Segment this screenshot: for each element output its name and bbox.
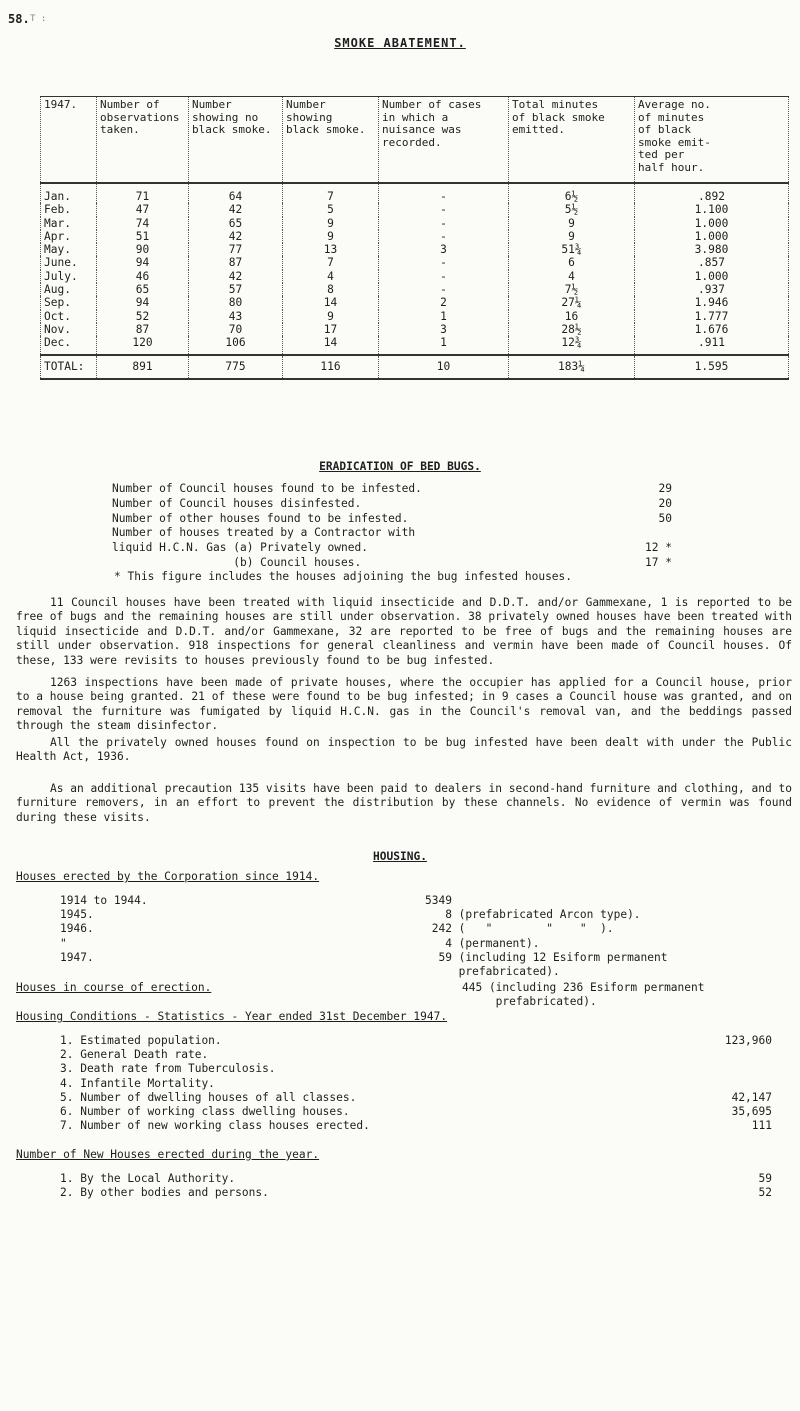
value-cell: 77 — [189, 243, 283, 256]
month-cell: Nov. — [41, 323, 97, 336]
value-cell: 1.676 — [635, 323, 789, 336]
value-cell: .911 — [635, 336, 789, 354]
table-row — [41, 230, 789, 243]
in-course-line: 445 (including 236 Esiform permanent — [462, 981, 705, 994]
erected-counts — [425, 894, 667, 979]
condition-row-value: 42,147 — [731, 1090, 772, 1104]
column-header: Number showing no black smoke. — [189, 97, 283, 184]
column-header: Number showing black smoke. — [283, 97, 379, 184]
value-cell: 6½ — [509, 183, 635, 203]
table-row — [41, 323, 789, 336]
new-house-row-value: 59 — [758, 1172, 772, 1185]
month-cell: July. — [41, 270, 97, 283]
table-row — [41, 283, 789, 296]
value-cell: 9 — [283, 230, 379, 243]
total-cell: 891 — [97, 355, 189, 379]
condition-row-label: 5. Number of dwelling houses of all classes. — [60, 1090, 357, 1104]
value-cell: 17 — [283, 323, 379, 336]
smoke-table — [40, 96, 789, 380]
value-cell: 42 — [189, 203, 283, 216]
value-cell: 52 — [97, 310, 189, 323]
value-cell: 5½ — [509, 203, 635, 216]
table-row — [41, 256, 789, 269]
summary-value: 17 * — [645, 555, 672, 569]
bedbugs-paragraph-1: 11 Council houses have been treated with liquid insecticide and D.D.T. and/or Gammexane, 1 is reported to be free of bugs and the remaining houses are still under observation. 38 privately owned houses have been treated with liquid insecticide and D.D.T. and/or Gammexane, 32 are reported to be free of bugs and the remaining houses are still under observation. 918 inspections for general cleanliness and vermin have been made of Council houses. Of these, 133 were revisits to houses previously found to be bug infested. — [16, 596, 792, 667]
condition-row — [60, 1062, 772, 1076]
conditions-heading: Housing Conditions - Statistics - Year ended 31st December 1947. — [16, 1010, 448, 1023]
conditions-list — [60, 1034, 772, 1133]
value-cell: 14 — [283, 296, 379, 309]
table-row — [41, 336, 789, 354]
new-house-row — [60, 1172, 772, 1186]
value-cell: 7 — [283, 256, 379, 269]
table-row — [41, 270, 789, 283]
month-cell: Apr. — [41, 230, 97, 243]
summary-label: Number of other houses found to be infested. — [112, 511, 409, 525]
summary-label: (b) Council houses. — [112, 555, 362, 569]
value-cell: 1.946 — [635, 296, 789, 309]
value-cell: 3.980 — [635, 243, 789, 256]
value-cell: 42 — [189, 230, 283, 243]
summary-label: Number of Council houses found to be infested. — [112, 482, 422, 495]
condition-row-value: 35,695 — [731, 1105, 772, 1119]
value-cell: 80 — [189, 296, 283, 309]
value-cell: .937 — [635, 283, 789, 296]
value-cell: 65 — [189, 217, 283, 230]
table-row — [41, 183, 789, 203]
value-cell: 106 — [189, 336, 283, 354]
value-cell: 90 — [97, 243, 189, 256]
column-header: Number of observations taken. — [97, 97, 189, 184]
summary-row — [112, 556, 672, 571]
value-cell: 120 — [97, 336, 189, 354]
value-cell: 13 — [283, 243, 379, 256]
table-row — [41, 296, 789, 309]
value-cell: 94 — [97, 296, 189, 309]
month-cell: May. — [41, 243, 97, 256]
table-header-row — [41, 97, 789, 184]
bedbugs-footnote: * This figure includes the houses adjoining the bug infested houses. — [114, 570, 573, 583]
value-cell: 94 — [97, 256, 189, 269]
value-cell: - — [379, 217, 509, 230]
value-cell: 4 — [509, 270, 635, 283]
value-cell: 9 — [283, 310, 379, 323]
total-cell: 1.595 — [635, 355, 789, 379]
table-total-row — [41, 355, 789, 379]
value-cell: 1.000 — [635, 270, 789, 283]
value-cell: 87 — [97, 323, 189, 336]
value-cell: 12¾ — [509, 336, 635, 354]
value-cell: 28½ — [509, 323, 635, 336]
erected-count: 242 ( " " " ). — [425, 922, 614, 936]
page-number: 58. — [8, 12, 30, 26]
erected-count: prefabricated). — [425, 965, 560, 979]
total-cell: 116 — [283, 355, 379, 379]
table-row — [41, 203, 789, 216]
value-cell: 46 — [97, 270, 189, 283]
value-cell: 9 — [283, 217, 379, 230]
value-cell: 3 — [379, 243, 509, 256]
bedbugs-summary — [112, 482, 672, 571]
erected-heading: Houses erected by the Corporation since 1914. — [16, 870, 320, 883]
total-cell: 183¼ — [509, 355, 635, 379]
bedbugs-paragraph-4: As an additional precaution 135 visits have been paid to dealers in second-hand furniture and clothing, and to furniture removers, in an effort to prevent the distribution by these channels. No evidence of vermin was found during these visits. — [16, 782, 792, 824]
in-course-value — [462, 981, 704, 1009]
value-cell: 9 — [509, 230, 635, 243]
summary-row — [112, 526, 672, 541]
value-cell: 71 — [97, 183, 189, 203]
value-cell: 1 — [379, 310, 509, 323]
bedbugs-paragraph-3: All the privately owned houses found on inspection to be bug infested have been dealt with under the Public Health Act, 1936. — [16, 736, 792, 764]
value-cell: 27¼ — [509, 296, 635, 309]
value-cell: 87 — [189, 256, 283, 269]
condition-row-label: 1. Estimated population. — [60, 1034, 222, 1047]
value-cell: - — [379, 183, 509, 203]
condition-row-label: 2. General Death rate. — [60, 1048, 209, 1062]
column-header: Number of cases in which a nuisance was recorded. — [379, 97, 509, 184]
year-label: 1945. — [60, 908, 94, 922]
new-house-row — [60, 1186, 772, 1200]
year-label: 1947. — [60, 950, 94, 964]
total-cell: 10 — [379, 355, 509, 379]
summary-label: liquid H.C.N. Gas (a) Privately owned. — [112, 541, 368, 555]
condition-row-value: 111 — [751, 1119, 772, 1133]
value-cell: 9 — [509, 217, 635, 230]
summary-row — [112, 482, 672, 497]
month-cell: Jan. — [41, 183, 97, 203]
summary-row — [112, 497, 672, 512]
new-houses-list — [60, 1172, 772, 1200]
year-label: " — [60, 936, 67, 950]
value-cell: - — [379, 256, 509, 269]
in-course-heading: Houses in course of erection. — [16, 981, 212, 994]
month-cell: Aug. — [41, 283, 97, 296]
value-cell: 74 — [97, 217, 189, 230]
year-label: 1946. — [60, 922, 94, 936]
value-cell: 42 — [189, 270, 283, 283]
value-cell: 1.777 — [635, 310, 789, 323]
month-cell: Sep. — [41, 296, 97, 309]
value-cell: - — [379, 230, 509, 243]
column-header: Total minutes of black smoke emitted. — [509, 97, 635, 184]
page-title: SMOKE ABATEMENT. — [334, 36, 466, 50]
new-house-row-value: 52 — [758, 1186, 772, 1200]
erected-count: 5349 — [425, 894, 452, 907]
column-header: Average no. of minutes of black smoke emit- ted per half hour. — [635, 97, 789, 184]
condition-row — [60, 1077, 772, 1091]
value-cell: 1 — [379, 336, 509, 354]
month-cell: June. — [41, 256, 97, 269]
value-cell: .892 — [635, 183, 789, 203]
total-cell: 775 — [189, 355, 283, 379]
new-house-row-label: 2. By other bodies and persons. — [60, 1186, 269, 1200]
value-cell: 7 — [283, 183, 379, 203]
value-cell: - — [379, 283, 509, 296]
value-cell: .857 — [635, 256, 789, 269]
erected-years — [60, 894, 148, 965]
month-cell: Feb. — [41, 203, 97, 216]
summary-label: Number of Council houses disinfested. — [112, 496, 362, 510]
bedbugs-title: ERADICATION OF BED BUGS. — [319, 460, 481, 473]
housing-title: HOUSING. — [373, 850, 427, 863]
condition-row — [60, 1119, 772, 1133]
value-cell: 51¾ — [509, 243, 635, 256]
summary-value: 12 * — [645, 541, 672, 555]
value-cell: 16 — [509, 310, 635, 323]
value-cell: 64 — [189, 183, 283, 203]
erected-count: 59 (including 12 Esiform permanent — [425, 950, 668, 964]
condition-row — [60, 1048, 772, 1062]
condition-row-label: 3. Death rate from Tuberculosis. — [60, 1062, 276, 1076]
table-row — [41, 310, 789, 323]
condition-row — [60, 1034, 772, 1048]
value-cell: 8 — [283, 283, 379, 296]
summary-value: 50 — [658, 511, 672, 525]
month-cell: Oct. — [41, 310, 97, 323]
condition-row-value: 123,960 — [724, 1034, 772, 1047]
value-cell: 1.100 — [635, 203, 789, 216]
total-label: TOTAL: — [41, 355, 97, 379]
month-cell: Mar. — [41, 217, 97, 230]
value-cell: 5 — [283, 203, 379, 216]
value-cell: 2 — [379, 296, 509, 309]
year-label: 1914 to 1944. — [60, 894, 148, 907]
value-cell: 47 — [97, 203, 189, 216]
value-cell: 1.000 — [635, 230, 789, 243]
table-body — [41, 183, 789, 355]
erected-count: 8 (prefabricated Arcon type). — [425, 908, 641, 922]
summary-value: 29 — [658, 482, 672, 495]
condition-row — [60, 1105, 772, 1119]
value-cell: - — [379, 203, 509, 216]
page-mark: T : — [30, 14, 47, 24]
new-house-row-label: 1. By the Local Authority. — [60, 1172, 236, 1185]
new-houses-heading: Number of New Houses erected during the year. — [16, 1148, 320, 1161]
value-cell: 4 — [283, 270, 379, 283]
bedbugs-paragraph-2: 1263 inspections have been made of private houses, where the occupier has applied for a Council house, prior to a house being granted. 21 of these were found to be bug infested; in 9 cases a Council house was granted, and on removal the furniture was fumigated by liquid H.C.N. gas in the Council's removal van, and the beddings passed through the steam disinfector. — [16, 676, 792, 733]
table-row — [41, 217, 789, 230]
summary-row — [112, 541, 672, 556]
value-cell: 14 — [283, 336, 379, 354]
summary-value: 20 — [658, 496, 672, 510]
summary-label: Number of houses treated by a Contractor with — [112, 526, 416, 540]
value-cell: 65 — [97, 283, 189, 296]
condition-row — [60, 1091, 772, 1105]
value-cell: 51 — [97, 230, 189, 243]
value-cell: 57 — [189, 283, 283, 296]
value-cell: 3 — [379, 323, 509, 336]
value-cell: 7½ — [509, 283, 635, 296]
value-cell: 70 — [189, 323, 283, 336]
in-course-line: prefabricated). — [462, 995, 597, 1009]
value-cell: 43 — [189, 310, 283, 323]
table-row — [41, 243, 789, 256]
value-cell: 1.000 — [635, 217, 789, 230]
condition-row-label: 6. Number of working class dwelling houses. — [60, 1105, 350, 1119]
value-cell: 6 — [509, 256, 635, 269]
summary-row — [112, 512, 672, 527]
value-cell: - — [379, 270, 509, 283]
condition-row-label: 7. Number of new working class houses erected. — [60, 1119, 370, 1133]
month-cell: Dec. — [41, 336, 97, 354]
column-header: 1947. — [41, 97, 97, 184]
erected-count: 4 (permanent). — [425, 936, 540, 950]
condition-row-label: 4. Infantile Mortality. — [60, 1076, 215, 1090]
